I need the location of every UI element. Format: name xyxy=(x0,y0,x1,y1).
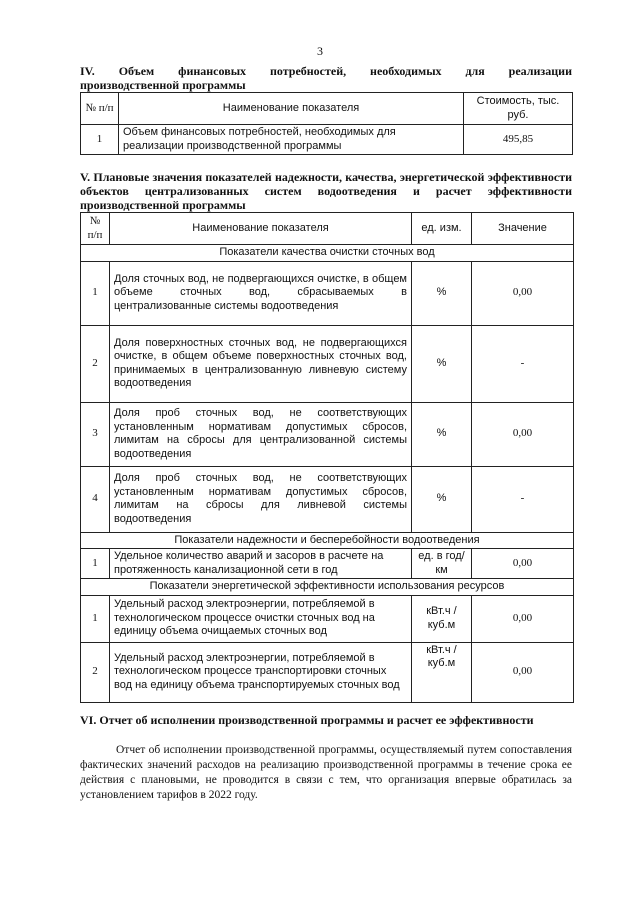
table-row xyxy=(81,549,574,579)
row-num: 4 xyxy=(81,466,110,532)
table-row xyxy=(81,402,574,466)
table-row xyxy=(81,595,574,642)
row-value: - xyxy=(472,466,574,532)
section-4-title-line2: производственной программы xyxy=(80,78,246,92)
row-num: 1 xyxy=(81,125,119,155)
page-number: 3 xyxy=(317,44,323,58)
table-header-row xyxy=(81,93,573,125)
row-name: Удельный расход электроэнергии, потребляемой в технологическом процессе транспортировки сточных вод на единицу объема транспортируемых сточных вод xyxy=(110,642,412,702)
table-row xyxy=(81,466,574,532)
group-header-reliability xyxy=(81,532,574,549)
header-num: № п/п xyxy=(81,93,119,125)
row-num: 1 xyxy=(81,261,110,325)
row-value: - xyxy=(472,325,574,402)
row-unit: кВт.ч / куб.м xyxy=(412,642,472,702)
row-num: 3 xyxy=(81,402,110,466)
row-unit: % xyxy=(412,466,472,532)
group-title: Показатели энергетической эффективности использования ресурсов xyxy=(81,579,574,596)
row-unit: кВт.ч / куб.м xyxy=(412,595,472,642)
row-name: Удельный расход электроэнергии, потребляемой в технологическом процессе очистки сточных вод на единицу объема очищаемых сточных вод xyxy=(110,595,412,642)
row-num: 1 xyxy=(81,595,110,642)
group-header-quality xyxy=(81,245,574,262)
row-value: 0,00 xyxy=(472,642,574,702)
section-4-title xyxy=(80,64,572,92)
row-unit: % xyxy=(412,402,472,466)
row-name: Доля поверхностных сточных вод, не подвергающихся очистке, в общем объеме поверхностных сточных вод, принимаемых в централизованную ливневую систему водоотведения xyxy=(110,325,412,402)
group-title: Показатели качества очистки сточных вод xyxy=(81,245,574,262)
row-value: 0,00 xyxy=(472,549,574,579)
row-value: 0,00 xyxy=(472,402,574,466)
row-name: Доля проб сточных вод, не соответствующих установленным нормативам допустимых сбросов, лимитам на сбросы для ливневой системы водоотведения xyxy=(110,466,412,532)
row-unit: % xyxy=(412,325,472,402)
row-num: 1 xyxy=(81,549,110,579)
row-name: Доля проб сточных вод, не соответствующих установленным нормативам допустимых сбросов, лимитам на сбросы для централизованной системы водоотведения xyxy=(110,402,412,466)
row-value: 0,00 xyxy=(472,595,574,642)
row-name: Объем финансовых потребностей, необходимых для реализации производственной программы xyxy=(119,125,464,155)
row-name: Удельное количество аварий и засоров в расчете на протяженность канализационной сети в год xyxy=(110,549,412,579)
header-value: Значение xyxy=(472,213,574,245)
section-5-title: V. Плановые значения показателей надежности, качества, энергетической эффективности объектов централизованных систем водоотведения и расчет эффективности производственной программы xyxy=(80,170,572,212)
table-row xyxy=(81,261,574,325)
table-header-row xyxy=(81,213,574,245)
row-value: 0,00 xyxy=(472,261,574,325)
table-row xyxy=(81,325,574,402)
header-num: № п/п xyxy=(81,213,110,245)
financial-needs-table xyxy=(80,92,573,155)
group-header-energy xyxy=(81,579,574,596)
indicators-table xyxy=(80,212,574,703)
row-num: 2 xyxy=(81,642,110,702)
header-cost: Стоимость, тыс. руб. xyxy=(464,93,573,125)
row-num: 2 xyxy=(81,325,110,402)
row-value: 495,85 xyxy=(464,125,573,155)
header-name: Наименование показателя xyxy=(110,213,412,245)
section-6-title: VI. Отчет об исполнении производственной программы и расчет ее эффективности xyxy=(80,713,534,727)
row-name: Доля сточных вод, не подвергающихся очистке, в общем объеме сточных вод, сбрасываемых в централизованные системы водоотведения xyxy=(110,261,412,325)
section-4-title-line1: IV. Объем финансовых потребностей, необходимых для реализации xyxy=(80,64,572,78)
header-name: Наименование показателя xyxy=(119,93,464,125)
table-row xyxy=(81,642,574,702)
row-unit: ед. в год/ км xyxy=(412,549,472,579)
group-title: Показатели надежности и бесперебойности водоотведения xyxy=(81,532,574,549)
section-6-paragraph: Отчет об исполнении производственной программы, осуществляемый путем сопоставления фактических значений расходов на реализацию производственной программы в течение срока ее действия с плановыми, не проводится в связи с тем, что организация впервые обратилась за установлением тарифов в 2022 году. xyxy=(80,744,572,801)
table-row xyxy=(81,125,573,155)
header-unit: ед. изм. xyxy=(412,213,472,245)
row-unit: % xyxy=(412,261,472,325)
